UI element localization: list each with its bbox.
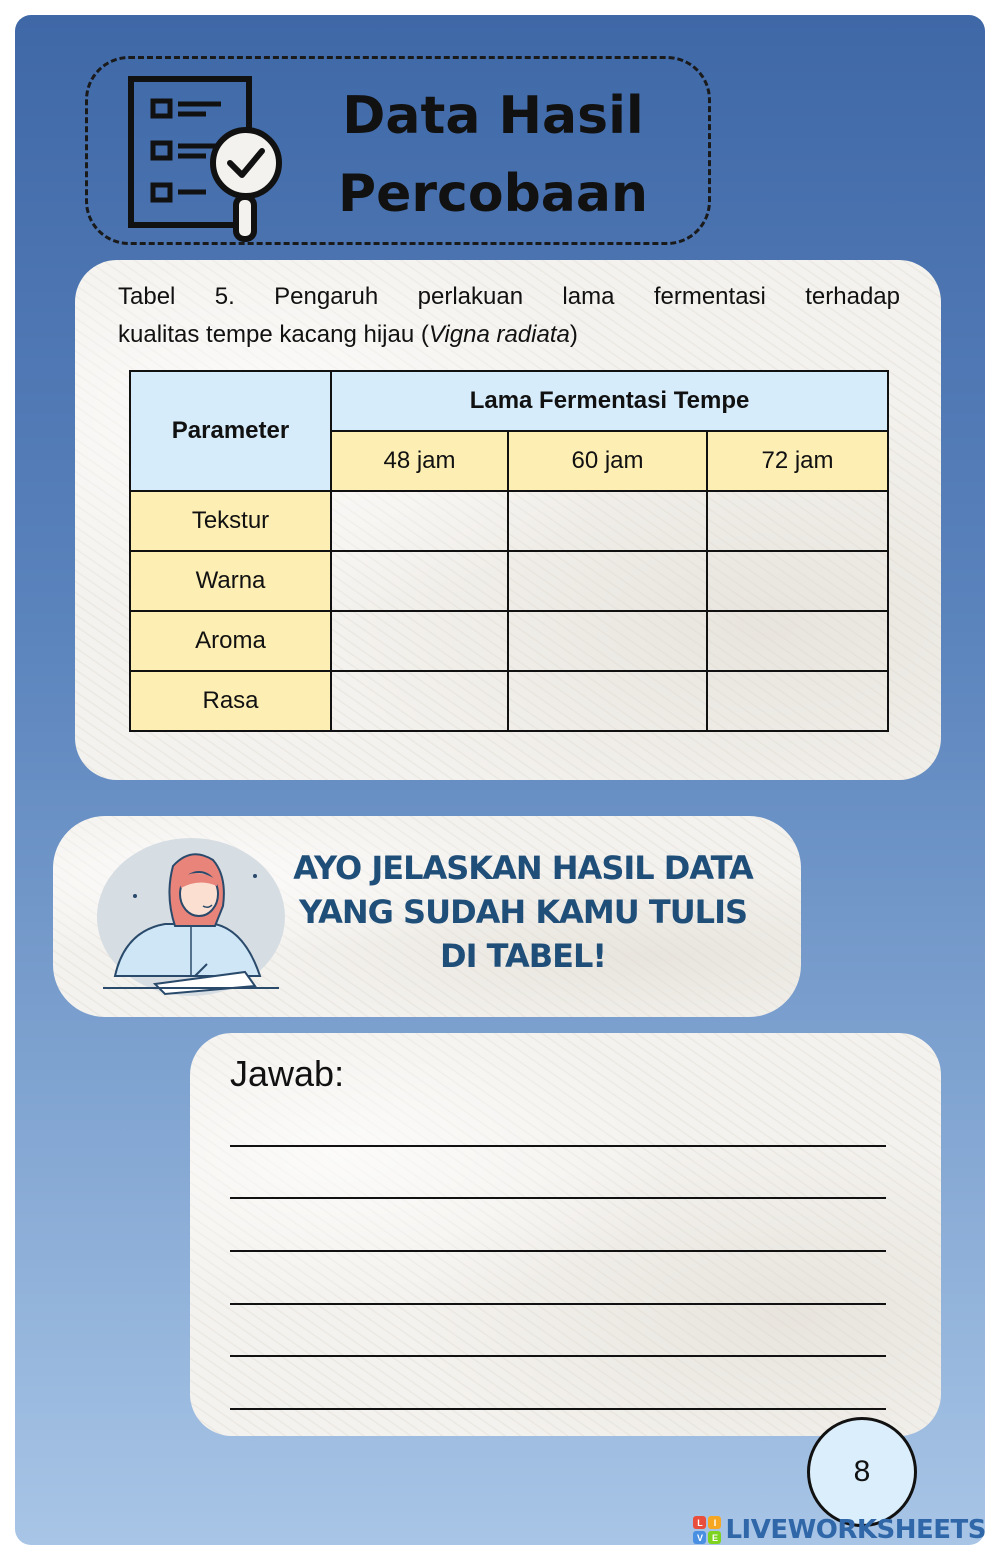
page-title xyxy=(313,77,673,233)
answer-cell[interactable] xyxy=(331,551,508,611)
row-label: Tekstur xyxy=(130,491,331,551)
prompt-line-2: YANG SUDAH KAMU TULIS xyxy=(298,893,748,931)
row-label: Rasa xyxy=(130,671,331,731)
answer-line[interactable] xyxy=(230,1355,886,1357)
column-header: 60 jam xyxy=(508,431,707,491)
row-label: Warna xyxy=(130,551,331,611)
liveworksheets-logo-icon xyxy=(693,1516,721,1544)
table-caption xyxy=(118,278,900,354)
table-row xyxy=(130,491,888,551)
answer-line[interactable] xyxy=(230,1145,886,1147)
answer-cell[interactable] xyxy=(331,491,508,551)
caption-line-2 xyxy=(118,321,578,348)
logo-letter: I xyxy=(708,1516,721,1529)
fermentation-header: Lama Fermentasi Tempe xyxy=(331,371,888,431)
table-row xyxy=(130,551,888,611)
caption-line-1: Tabel 5. Pengaruh perlakuan lama fermentasi terhadap xyxy=(118,283,900,310)
caption-suffix: ) xyxy=(569,321,578,348)
prompt-card xyxy=(53,816,801,1017)
answer-line[interactable] xyxy=(230,1303,886,1305)
answer-line[interactable] xyxy=(230,1250,886,1252)
title-line-2: Percobaan xyxy=(338,164,648,224)
prompt-heading xyxy=(278,846,768,978)
results-table xyxy=(129,370,889,732)
title-box xyxy=(85,56,711,245)
species-name: Vigna radiata xyxy=(428,321,570,348)
parameter-header: Parameter xyxy=(130,371,331,491)
table-card xyxy=(75,260,941,780)
answer-cell[interactable] xyxy=(707,491,888,551)
watermark-text: LIVEWORKSHEETS xyxy=(725,1515,986,1545)
column-header: 72 jam xyxy=(707,431,888,491)
student-writing-illustration xyxy=(95,836,287,998)
liveworksheets-watermark xyxy=(693,1514,986,1546)
prompt-line-3: DI TABEL! xyxy=(440,937,606,975)
answer-cell[interactable] xyxy=(508,611,707,671)
caption-prefix: kualitas tempe kacang hijau ( xyxy=(118,321,429,348)
answer-cell[interactable] xyxy=(508,551,707,611)
answer-line[interactable] xyxy=(230,1197,886,1199)
answer-cell[interactable] xyxy=(508,491,707,551)
logo-letter: L xyxy=(693,1516,706,1529)
answer-label: Jawab: xyxy=(230,1053,345,1094)
answer-card xyxy=(190,1033,941,1436)
answer-cell[interactable] xyxy=(331,671,508,731)
table-row xyxy=(130,611,888,671)
row-label: Aroma xyxy=(130,611,331,671)
table-row xyxy=(130,671,888,731)
answer-cell[interactable] xyxy=(508,671,707,731)
checklist-magnifier-icon xyxy=(126,71,296,246)
logo-letter: E xyxy=(708,1531,721,1544)
answer-line[interactable] xyxy=(230,1408,886,1410)
column-header: 48 jam xyxy=(331,431,508,491)
answer-cell[interactable] xyxy=(331,611,508,671)
answer-cell[interactable] xyxy=(707,671,888,731)
worksheet-page xyxy=(15,15,985,1545)
title-line-1: Data Hasil xyxy=(342,86,644,146)
prompt-line-1: AYO JELASKAN HASIL DATA xyxy=(293,849,753,887)
answer-cell[interactable] xyxy=(707,551,888,611)
answer-cell[interactable] xyxy=(707,611,888,671)
page-number: 8 xyxy=(807,1417,917,1527)
logo-letter: V xyxy=(693,1531,706,1544)
